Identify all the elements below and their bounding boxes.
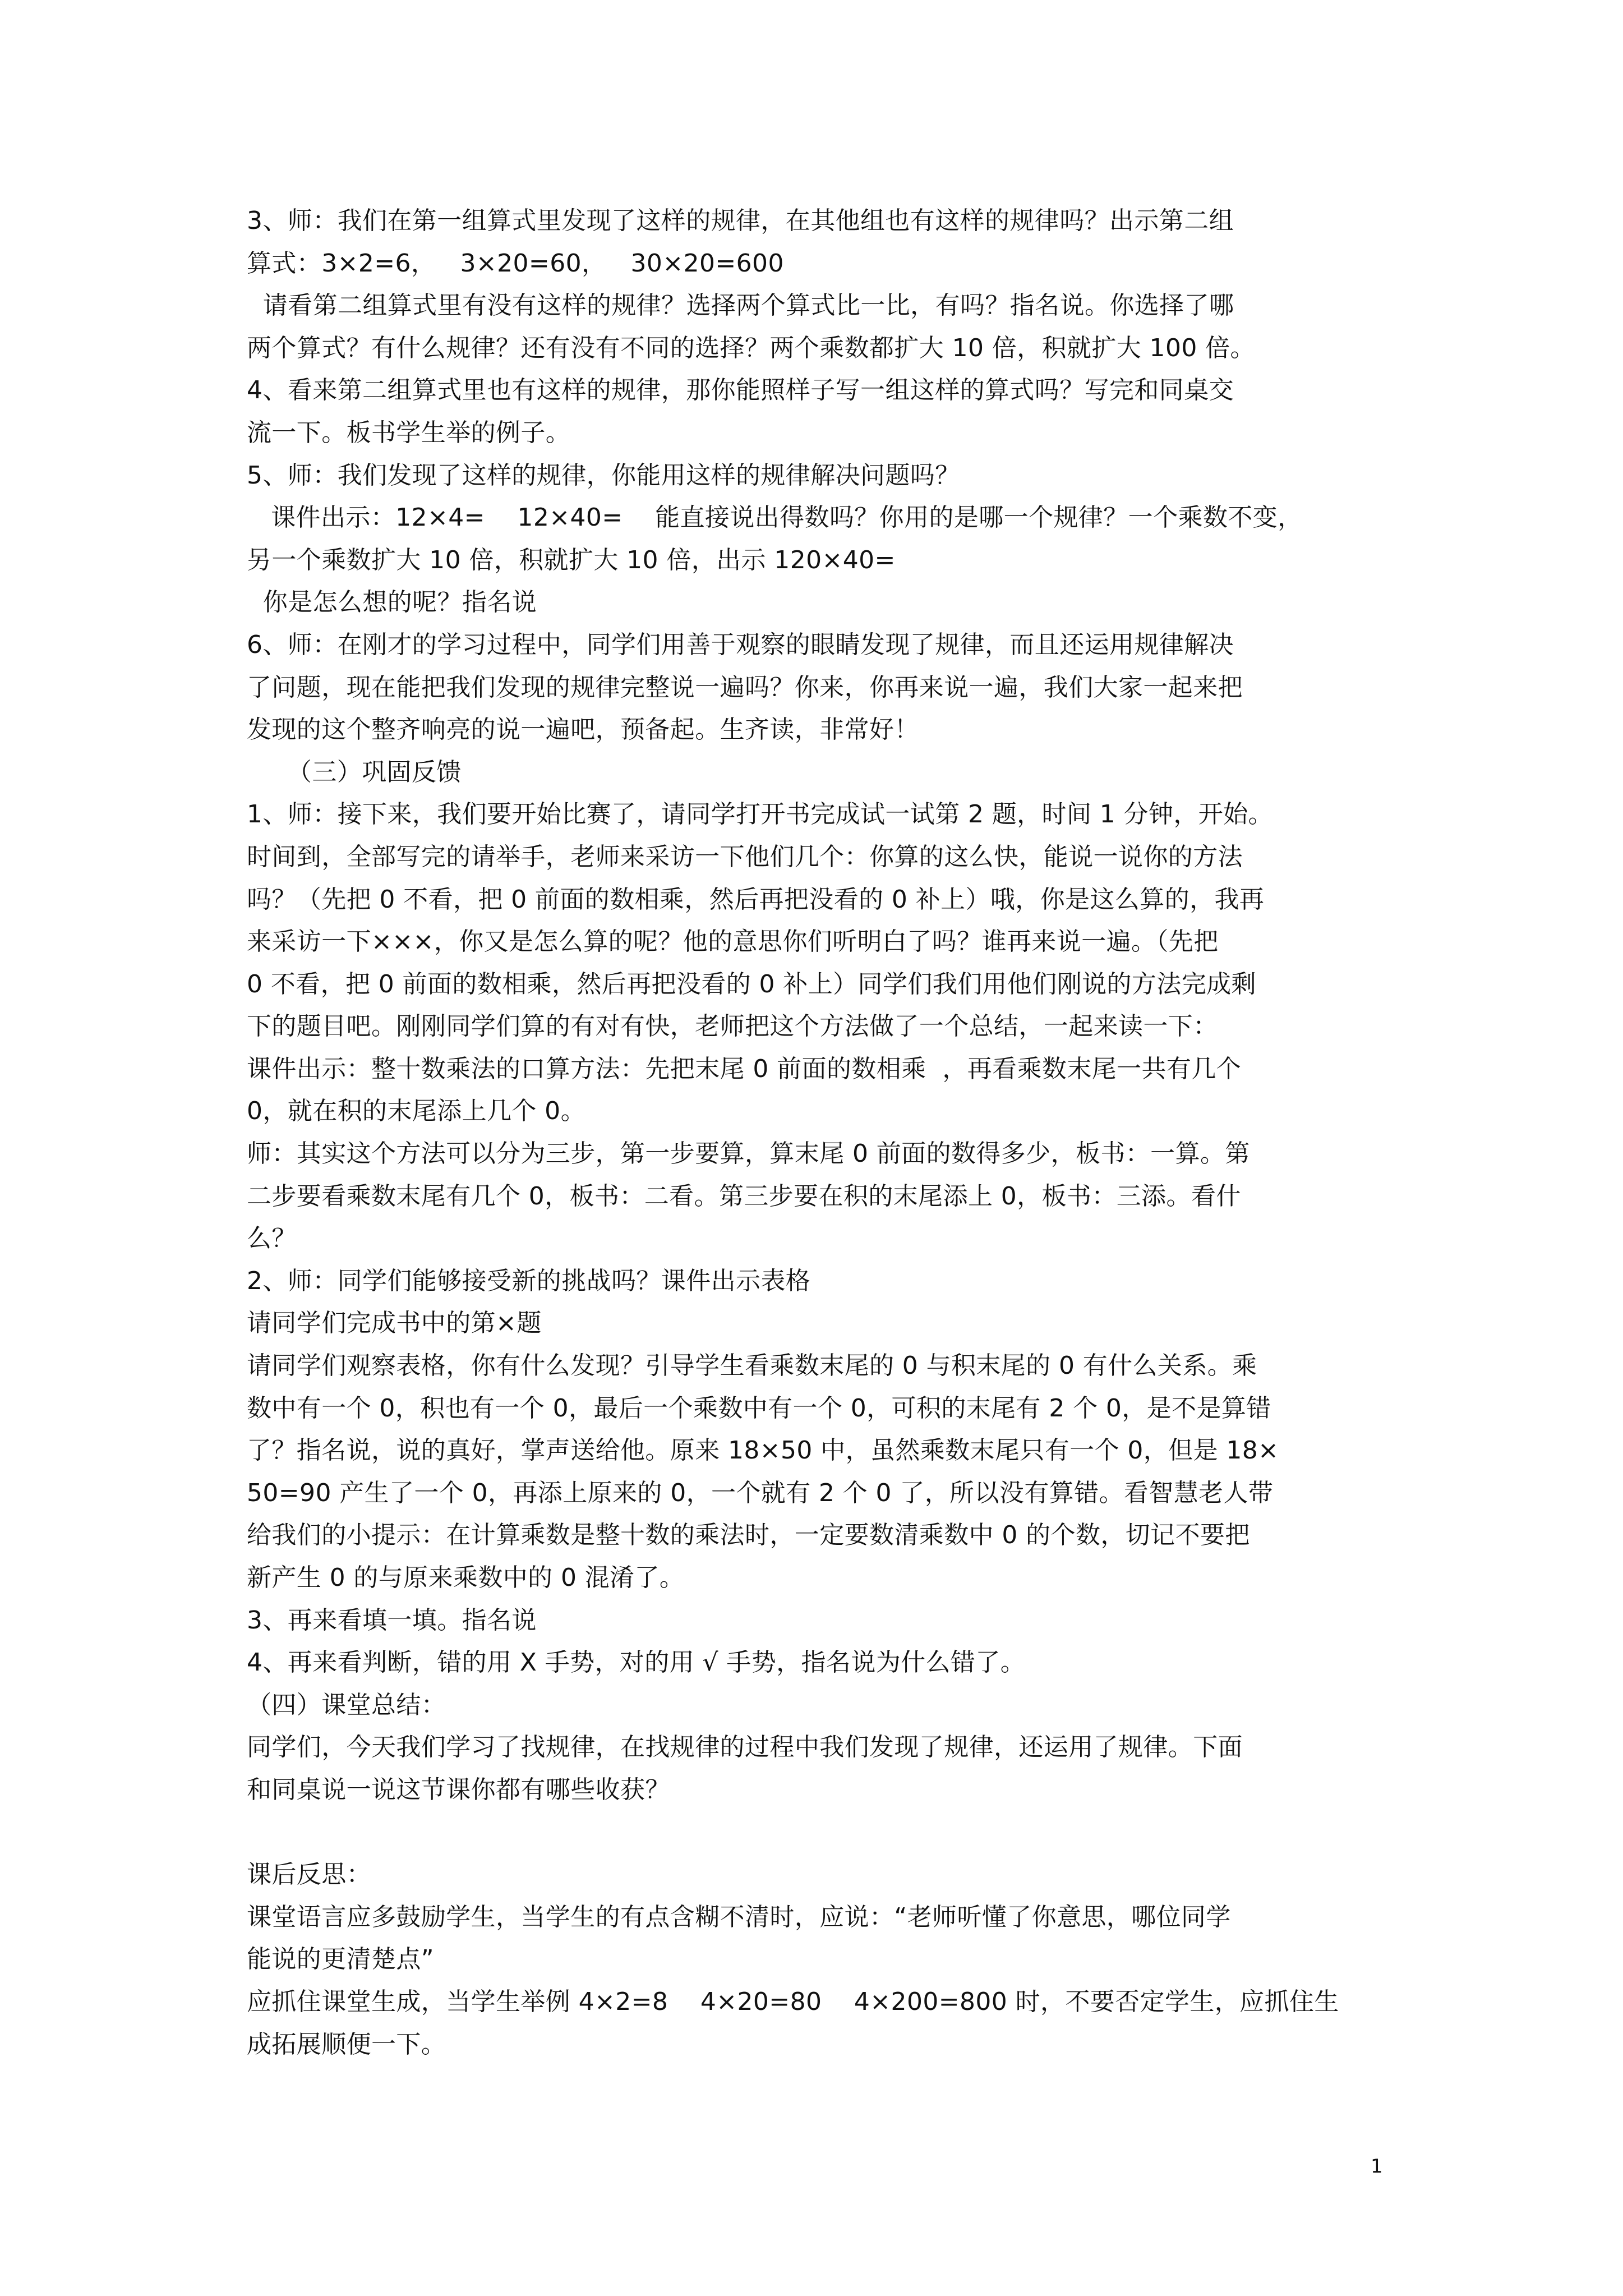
text-line: （三）巩固反馈 xyxy=(247,757,462,786)
text-line: 课后反思： xyxy=(247,1860,371,1889)
text-line: 了问题，现在能把我们发现的规律完整说一遍吗？你来，你再来说一遍，我们大家一起来把 xyxy=(247,673,1243,702)
text-line: 课件出示：12×4= 12×40= 能直接说出得数吗？你用的是哪一个规律？一个乘数不变， xyxy=(247,503,1303,532)
text-line: 来采访一下×××，你又是怎么算的呢？他的意思你们听明白了吗？谁再来说一遍。（先把 xyxy=(247,927,1219,956)
text-line: （四）课堂总结： xyxy=(247,1690,446,1719)
text-line: 么？ xyxy=(247,1224,297,1253)
page-number: 1 xyxy=(1371,2155,1383,2178)
text-line: 下的题目吧。刚刚同学们算的有对有快，老师把这个方法做了一个总结，一起来读一下： xyxy=(247,1012,1218,1041)
text-line: 课件出示：整十数乘法的口算方法：先把末尾 0 前面的数相乘 ，再看乘数末尾一共有几个 xyxy=(247,1054,1242,1083)
text-line: 你是怎么想的呢？指名说 xyxy=(247,588,537,617)
text-line: 请看第二组算式里有没有这样的规律？选择两个算式比一比，有吗？指名说。你选择了哪 xyxy=(247,291,1234,320)
text-line: 5、师：我们发现了这样的规律，你能用这样的规律解决问题吗？ xyxy=(247,461,960,490)
text-line: 0，就在积的末尾添上几个 0。 xyxy=(247,1097,585,1126)
text-line: 吗？（先把 0 不看，把 0 前面的数相乘，然后再把没看的 0 补上）哦，你是这么算的，我再 xyxy=(247,885,1265,914)
text-line: 时间到，全部写完的请举手，老师来采访一下他们几个：你算的这么快，能说一说你的方法 xyxy=(247,842,1243,871)
text-line: 另一个乘数扩大 10 倍，积就扩大 10 倍，出示 120×40= xyxy=(247,545,896,574)
document-body xyxy=(247,200,1395,2065)
text-line: 请同学们观察表格，你有什么发现？引导学生看乘数末尾的 0 与积末尾的 0 有什么关系。乘 xyxy=(247,1351,1257,1381)
text-line: 了？指名说，说的真好，掌声送给他。原来 18×50 中，虽然乘数末尾只有一个 0，但是 18× xyxy=(247,1436,1279,1465)
text-line: 发现的这个整齐响亮的说一遍吧，预备起。生齐读，非常好！ xyxy=(247,715,919,744)
text-line: 4、再来看判断，错的用 X 手势，对的用 √ 手势，指名说为什么错了。 xyxy=(247,1648,1026,1677)
text-line: 1、师：接下来，我们要开始比赛了，请同学打开书完成试一试第 2 题，时间 1 分钟，开始。 xyxy=(247,800,1273,829)
text-line: 课堂语言应多鼓励学生，当学生的有点含糊不清时，应说：“老师听懂了你意思，哪位同学 xyxy=(247,1902,1231,1931)
text-line: 请同学们完成书中的第×题 xyxy=(247,1309,542,1338)
text-line: 成拓展顺便一下。 xyxy=(247,2030,446,2059)
text-line: 0 不看，把 0 前面的数相乘，然后再把没看的 0 补上）同学们我们用他们刚说的方法完成剩 xyxy=(247,969,1256,999)
text-line: 二步要看乘数末尾有几个 0，板书：二看。第三步要在积的末尾添上 0，板书：三添。看什 xyxy=(247,1181,1241,1211)
text-line: 数中有一个 0，积也有一个 0，最后一个乘数中有一个 0，可积的末尾有 2 个 0，是不是算错 xyxy=(247,1393,1271,1423)
text-line: 师：其实这个方法可以分为三步，第一步要算，算末尾 0 前面的数得多少，板书：一算。第 xyxy=(247,1139,1250,1168)
blank-line xyxy=(247,1811,1395,1854)
text-line: 应抓住课堂生成，当学生举例 4×2=8 4×20=80 4×200=800 时，不要否定学生，应抓住生 xyxy=(247,1987,1339,2016)
text-line: 50=90 产生了一个 0，再添上原来的 0，一个就有 2 个 0 了，所以没有算错。看智慧老人带 xyxy=(247,1478,1274,1507)
text-line: 流一下。板书学生举的例子。 xyxy=(247,418,571,447)
text-line: 3、师：我们在第一组算式里发现了这样的规律，在其他组也有这样的规律吗？出示第二组 xyxy=(247,206,1234,235)
text-line: 和同桌说一说这节课你都有哪些收获？ xyxy=(247,1775,670,1804)
text-line: 同学们，今天我们学习了找规律，在找规律的过程中我们发现了规律，还运用了规律。下面 xyxy=(247,1733,1243,1762)
text-line: 4、看来第二组算式里也有这样的规律，那你能照样子写一组这样的算式吗？写完和同桌交 xyxy=(247,376,1234,405)
text-line: 6、师：在刚才的学习过程中，同学们用善于观察的眼睛发现了规律，而且还运用规律解决 xyxy=(247,630,1234,659)
text-line: 两个算式？有什么规律？还有没有不同的选择？两个乘数都扩大 10 倍，积就扩大 100 倍。 xyxy=(247,333,1255,362)
text-line: 2、师：同学们能够接受新的挑战吗？课件出示表格 xyxy=(247,1266,811,1295)
text-line: 给我们的小提示：在计算乘数是整十数的乘法时，一定要数清乘数中 0 的个数，切记不要把 xyxy=(247,1521,1250,1550)
text-line: 3、再来看填一填。指名说 xyxy=(247,1605,537,1635)
text-line: 算式：3×2=6， 3×20=60， 30×20=600 xyxy=(247,249,784,278)
text-line: 新产生 0 的与原来乘数中的 0 混淆了。 xyxy=(247,1563,685,1592)
text-line: 能说的更清楚点” xyxy=(247,1945,434,1974)
